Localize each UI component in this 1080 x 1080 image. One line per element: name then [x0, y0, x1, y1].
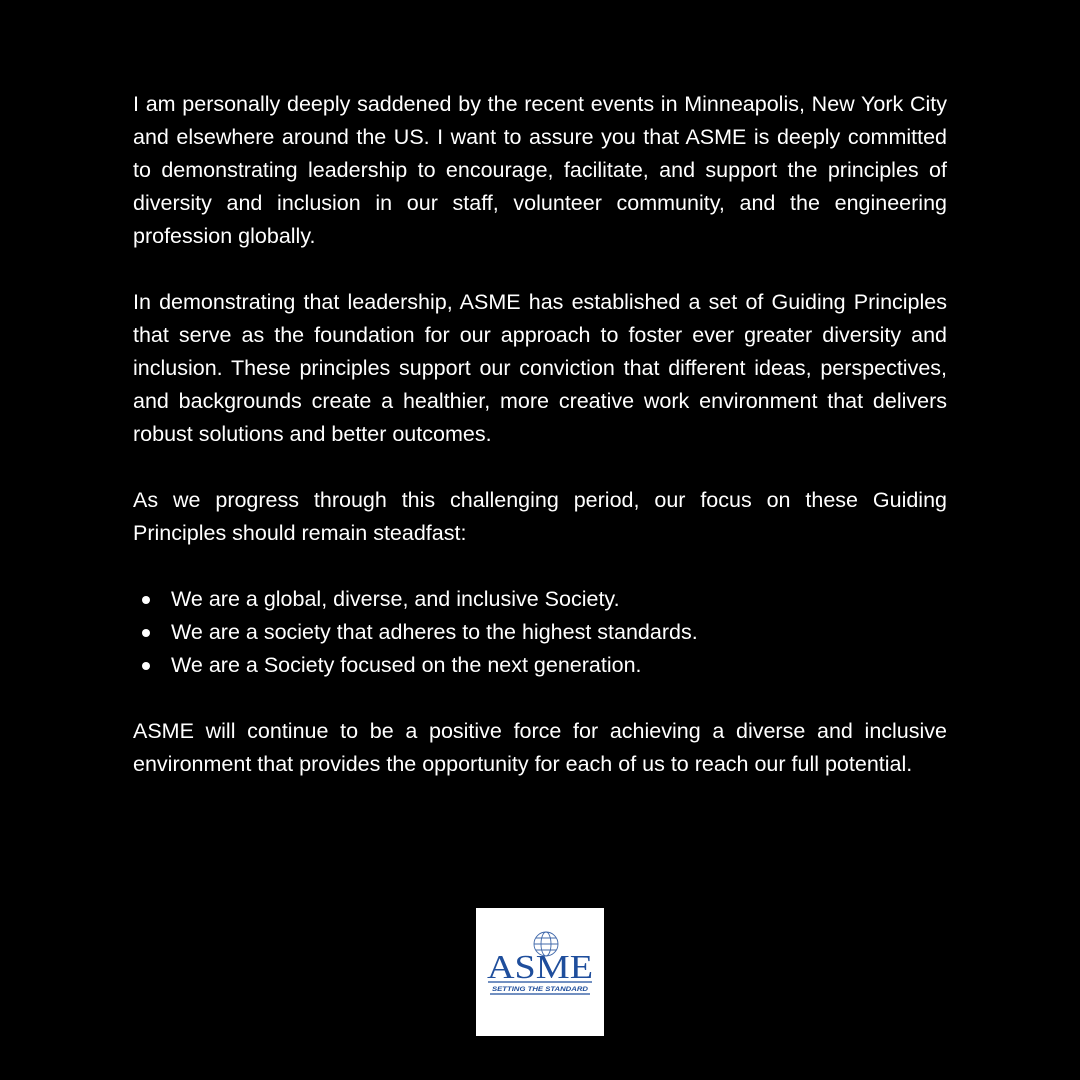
asme-logo-graphic	[476, 908, 604, 1036]
paragraph-guiding-principles: In demonstrating that leadership, ASME has established a set of Guiding Principles that serve as the foundation for our approach to foster ever greater diversity and inclusion. These principles support our conviction that different ideas, perspectives, and backgrounds create a healthier, more creative work environment that delivers robust solutions and better outcomes.	[133, 290, 947, 446]
bullet-icon	[142, 662, 150, 670]
principles-list	[133, 583, 947, 682]
list-item	[133, 616, 947, 649]
paragraph-closing: ASME will continue to be a positive force for achieving a diverse and inclusive environment that provides the opportunity for each of us to reach our full potential.	[133, 719, 947, 776]
logo-tagline: SETTING THE STANDARD	[492, 986, 589, 993]
principle-text: We are a Society focused on the next generation.	[171, 653, 642, 677]
list-item	[133, 583, 947, 616]
paragraph-intro: I am personally deeply saddened by the recent events in Minneapolis, New York City and elsewhere around the US. I want to assure you that ASME is deeply committed to demonstrating leadership to encourage, facilitate, and support the principles of diversity and inclusion in our staff, volunteer community, and the engineering profession globally.	[133, 92, 947, 248]
bullet-icon	[142, 596, 150, 604]
list-item	[133, 649, 947, 682]
statement-letter	[133, 88, 947, 814]
paragraph-focus: As we progress through this challenging period, our focus on these Guiding Principles should remain steadfast:	[133, 488, 947, 545]
principle-text: We are a global, diverse, and inclusive Society.	[171, 587, 620, 611]
principle-text: We are a society that adheres to the highest standards.	[171, 620, 698, 644]
asme-logo	[476, 908, 604, 1036]
bullet-icon	[142, 629, 150, 637]
logo-wordmark: ASME	[487, 949, 593, 986]
